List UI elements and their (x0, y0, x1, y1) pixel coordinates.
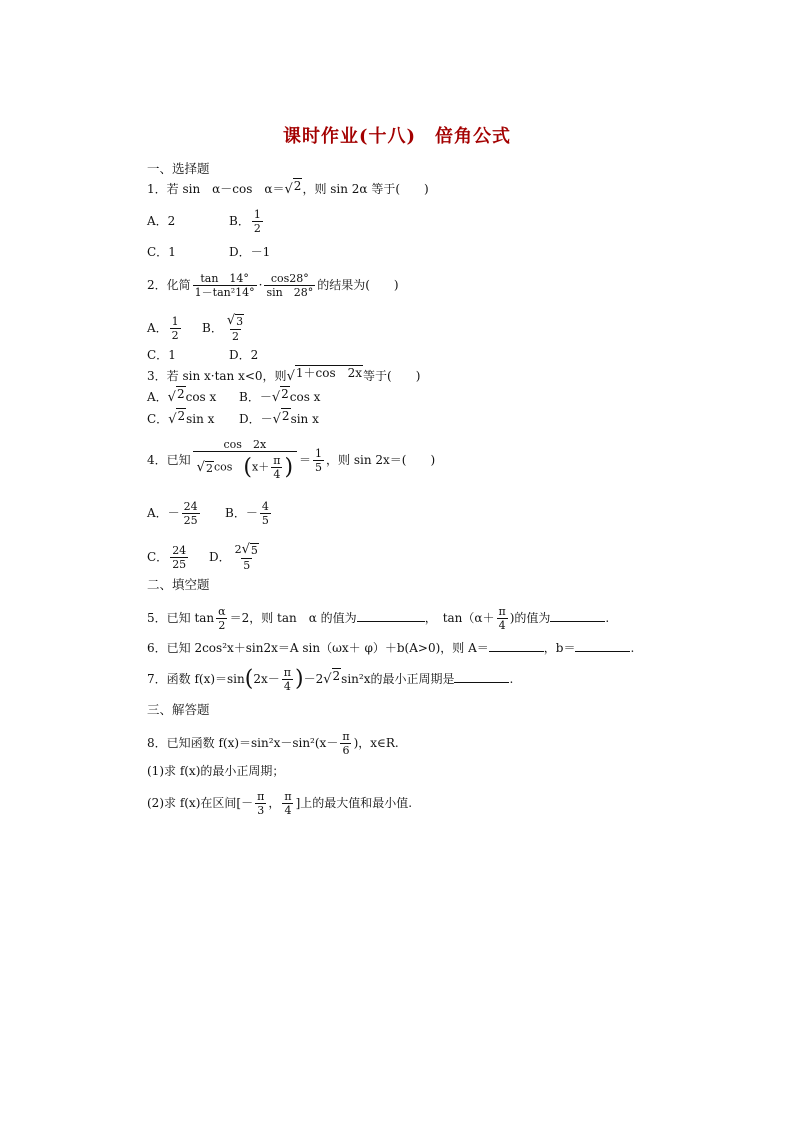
fraction: $\frac{\alpha}{2}$ (218, 605, 226, 632)
question-number: 4． (147, 453, 167, 467)
option-d: D． 2 √ 5 5 (209, 542, 258, 572)
section-heading-choice: 一、选择题 (147, 161, 210, 176)
option-a: A． √ 2 cos x (147, 385, 239, 410)
question-text: ，b＝ (543, 641, 576, 655)
section-heading-fill: 二、填空题 (147, 577, 210, 592)
question-text: 等于( ) (363, 369, 421, 383)
option-a: A．2 (147, 214, 176, 228)
page-title: 课时作业(十八) 倍角公式 (282, 126, 512, 147)
question-text: )的值为 (509, 611, 551, 625)
fraction: $\frac{\cos 28^\circ}{\sin 28^\circ}$ (266, 272, 314, 299)
multiply-dot: · (258, 278, 263, 292)
question-text: sin²x的最小正周期是 (341, 672, 455, 686)
options-row (147, 542, 263, 572)
question-4: 4．已知 cos 2x √ 2 cos (x＋ $\frac{\pi}{4}$ ) ＝ $\frac{1}{5}$ ，则 sin 2x＝( ) (147, 438, 436, 481)
option-d: D．－ √ 2 sin x (239, 407, 319, 432)
question-text: 函数 f(x)＝sin (166, 672, 245, 686)
sqrt-expression: √ 1＋cos 2x (287, 365, 363, 389)
fraction: $\frac{\pi}{3}$ (257, 790, 265, 817)
option-b: B．－ $\frac{4}{5}$ (225, 500, 269, 527)
question-text: 已知 tan (166, 611, 215, 625)
option-c: C．1 (147, 348, 176, 362)
fraction: $\frac{\pi}{6}$ (342, 730, 350, 757)
question-number: 2． (147, 278, 167, 292)
answer-blank[interactable] (550, 607, 605, 622)
fraction: √ 3 2 (226, 313, 244, 343)
option-b: B．－ √ 2 cos x (239, 385, 320, 410)
question-number: 8． (147, 736, 167, 750)
option-a: A． $\frac{1}{2}$ (147, 315, 179, 342)
fraction: $\frac{\pi}{4}$ (283, 666, 291, 693)
sqrt-expression: √ 2 (285, 178, 303, 202)
fraction: $\frac{\tan 14^\circ}{\text{1－tan²14°}}$ (194, 272, 255, 299)
question-number: 7． (147, 672, 167, 686)
question-text: 化简 (166, 278, 191, 292)
fraction: $\frac{\pi}{4}$ (498, 605, 506, 632)
question-text: ，则 sin 2α 等于( ) (302, 182, 429, 196)
option-c: C．1 (147, 245, 176, 259)
question-number: 6． (147, 641, 167, 655)
answer-blank[interactable] (357, 607, 425, 622)
question-6: 6．已知 2cos²x＋sin2x＝A sin（ωx＋ φ）＋b(A>0)，则 A＝ ，b＝ . (147, 636, 634, 660)
option-d: D．2 (229, 348, 259, 362)
options-row (147, 313, 248, 343)
fraction: $\frac{\pi}{4}$ (284, 790, 292, 817)
question-text: 已知 2cos²x＋sin2x＝A sin（ωx＋ φ）＋b(A>0)，则 A＝ (166, 641, 489, 655)
question-text: ＝2，则 tan α 的值为 (229, 611, 357, 625)
question-8 (147, 730, 399, 757)
sqrt-expression: √ 2 (323, 668, 341, 692)
fraction: $\frac{1}{5}$ (315, 447, 323, 474)
option-a: A．－ $\frac{24}{25}$ (147, 500, 198, 527)
question-text: 的结果为( ) (317, 278, 399, 292)
option-c: C． √ 2 sin x (147, 407, 239, 432)
fraction: $\frac{1}{2}$ (171, 315, 179, 342)
options-row (147, 407, 319, 431)
question-text: 已知函数 f(x)＝sin²x－sin²(x－ (166, 736, 339, 750)
question-text: 若 sin x·tan x<0，则 (166, 369, 287, 383)
question-number: 5． (147, 611, 167, 625)
question-2 (147, 272, 399, 299)
options-row (147, 385, 320, 409)
fraction: $\frac{1}{2}$ (253, 208, 261, 235)
options-row (147, 500, 273, 527)
option-c: C． $\frac{24}{25}$ (147, 544, 187, 571)
section-heading-solve: 三、解答题 (147, 702, 210, 717)
question-5: 5．已知 tan $\frac{\alpha}{2}$ ＝2，则 tan α 的值为 ， tan（α＋ $\frac{\pi}{4}$ )的值为 . (147, 605, 610, 632)
option-b: B． $\frac{1}{2}$ (229, 208, 261, 235)
sub-question-2: (2)求 f(x)在区间[－ $\frac{\pi}{3}$ ， $\frac{\pi}{4}$ ]上的最大值和最小值. (147, 790, 413, 817)
question-1 (147, 177, 429, 201)
answer-blank[interactable] (489, 637, 544, 652)
question-text: ，则 sin 2x＝( ) (326, 453, 436, 467)
question-text: 已知 (166, 453, 191, 467)
question-7: 7．函数 f(x)＝sin(2x－ $\frac{\pi}{4}$ )－2 √ 2 sin²x的最小正周期是 . (147, 666, 514, 693)
question-text: 若 sin α－cos α＝ (166, 182, 285, 196)
question-text: )，x∈R. (353, 736, 399, 750)
answer-blank[interactable] (575, 637, 630, 652)
answer-blank[interactable] (454, 668, 509, 683)
fraction: cos 2x √ 2 cos (x＋ $\frac{\pi}{4}$ ) (193, 438, 297, 483)
option-b: B． √ 3 2 (202, 314, 248, 343)
sub-question-1: (1)求 f(x)的最小正周期； (147, 764, 285, 778)
question-number: 1． (147, 182, 167, 196)
option-d: D．－1 (229, 245, 271, 259)
question-number: 3． (147, 369, 167, 383)
options-row (147, 240, 270, 264)
options-row (147, 208, 265, 235)
question-text: ， tan（α＋ (424, 611, 495, 625)
